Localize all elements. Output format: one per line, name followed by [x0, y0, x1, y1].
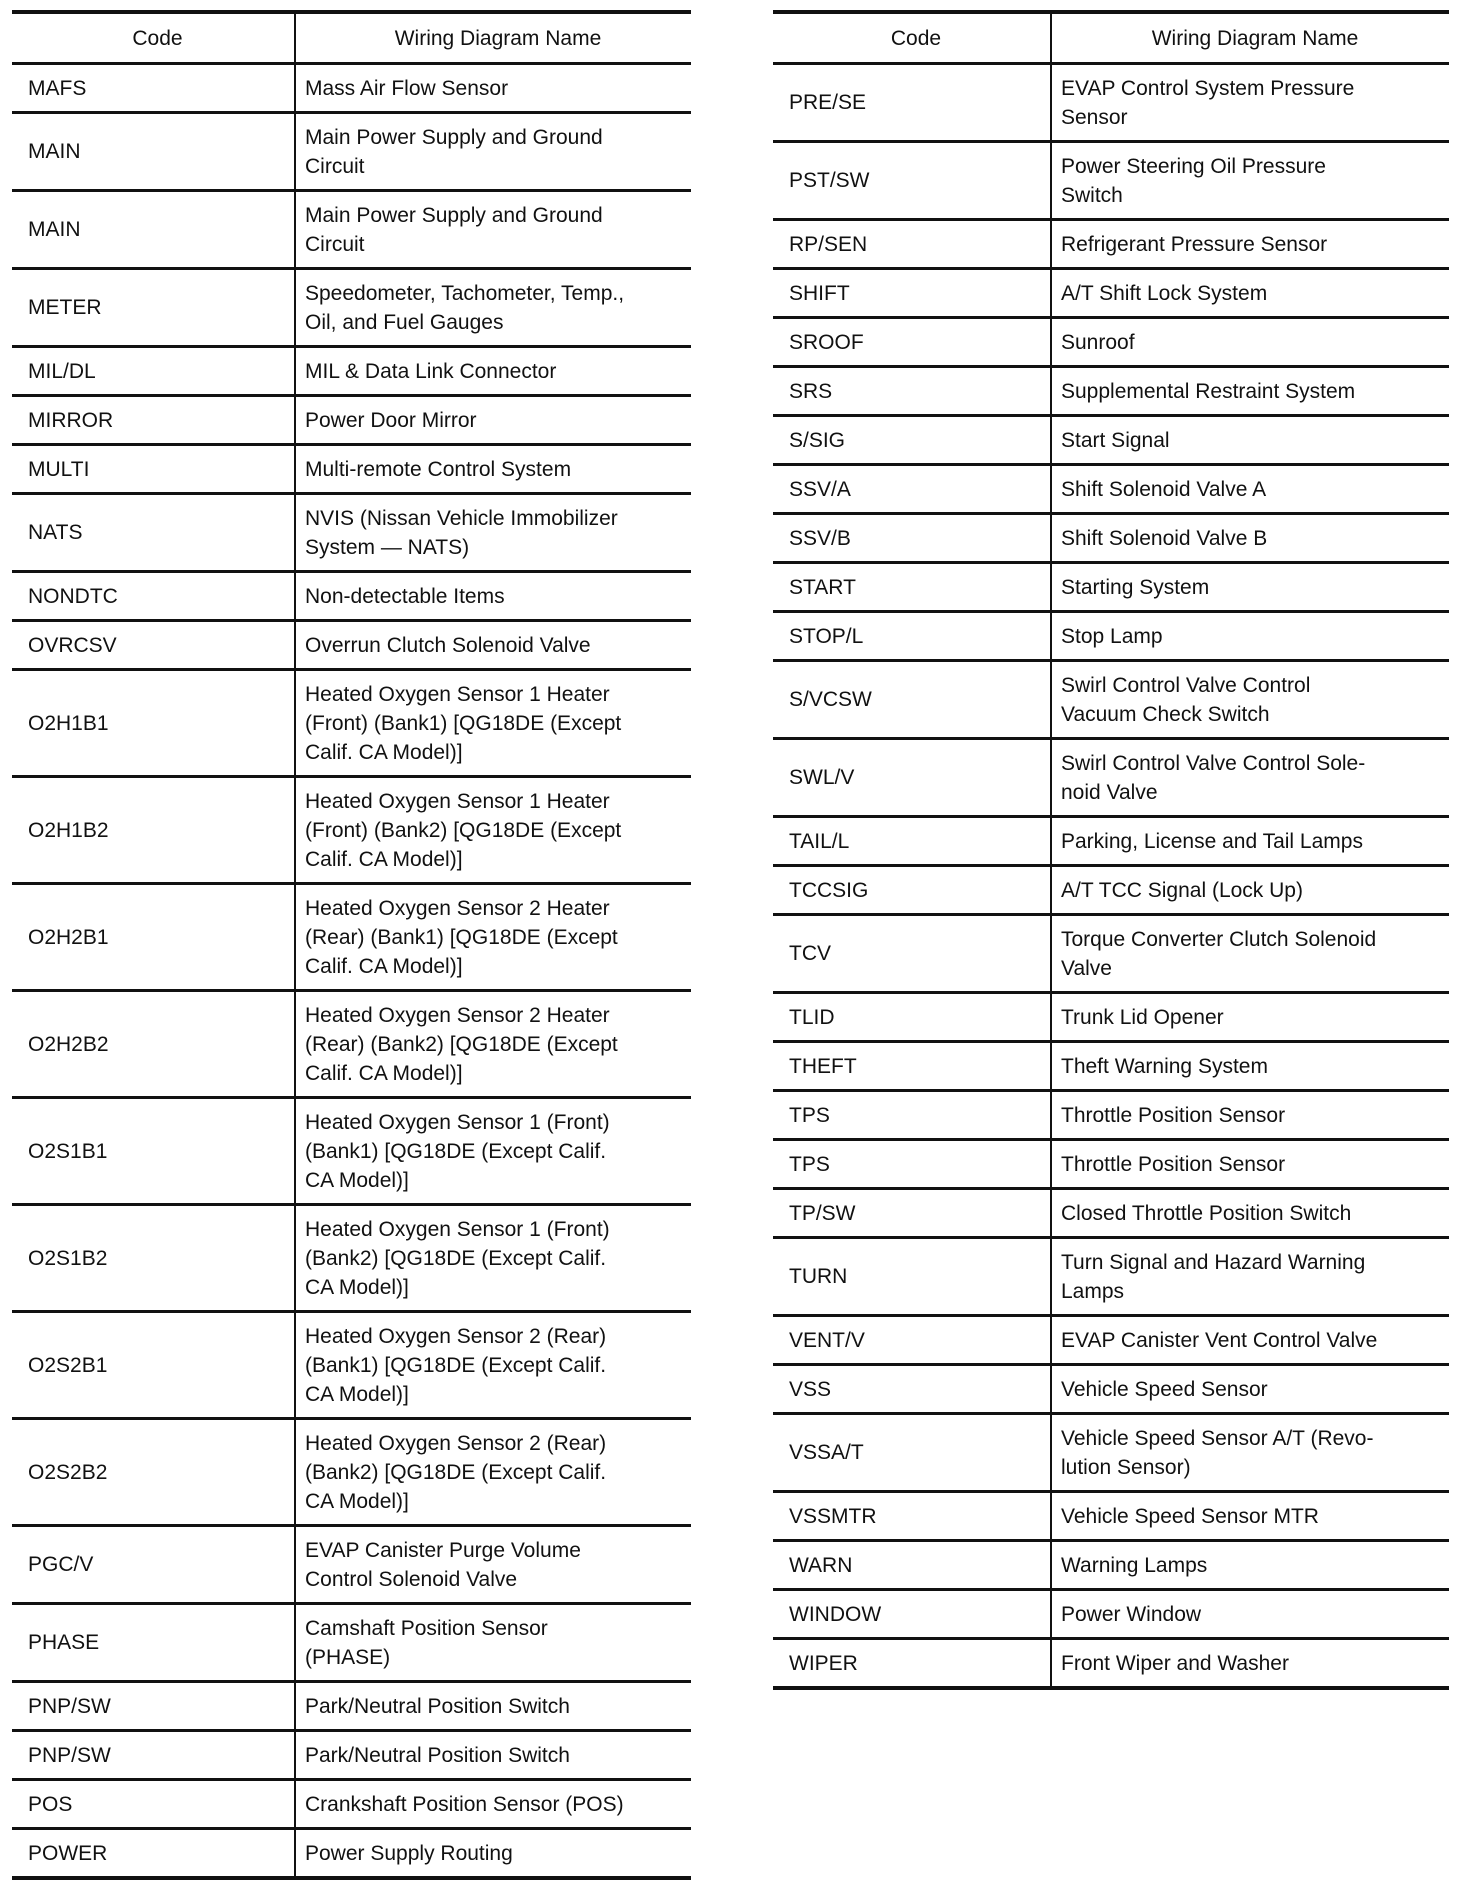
table-row — [773, 220, 1449, 269]
diagram-name-cell: Power Steering Oil Pressure Switch — [1051, 142, 1449, 220]
code-cell: THEFT — [773, 1042, 1051, 1091]
code-cell: PGC/V — [12, 1526, 295, 1604]
code-cell: O2H1B2 — [12, 777, 295, 884]
code-cell: S/VCSW — [773, 661, 1051, 739]
code-cell: PHASE — [12, 1604, 295, 1682]
diagram-name-cell: EVAP Control System Pressure Sensor — [1051, 64, 1449, 142]
table-row — [12, 1098, 691, 1205]
diagram-name-cell: Front Wiper and Washer — [1051, 1639, 1449, 1689]
diagram-name-cell: Mass Air Flow Sensor — [295, 64, 691, 113]
code-cell: TLID — [773, 993, 1051, 1042]
table-row — [773, 1238, 1449, 1316]
diagram-name-cell: Vehicle Speed Sensor A/T (Revo- lution Sensor) — [1051, 1414, 1449, 1492]
table-row — [773, 993, 1449, 1042]
diagram-name-cell: Shift Solenoid Valve B — [1051, 514, 1449, 563]
code-cell: S/SIG — [773, 416, 1051, 465]
diagram-name-cell: Start Signal — [1051, 416, 1449, 465]
diagram-name-cell: Closed Throttle Position Switch — [1051, 1189, 1449, 1238]
diagram-name-cell: Starting System — [1051, 563, 1449, 612]
code-cell: NATS — [12, 494, 295, 572]
table-row — [773, 1316, 1449, 1365]
diagram-name-cell: Warning Lamps — [1051, 1541, 1449, 1590]
diagram-name-cell: Power Door Mirror — [295, 396, 691, 445]
code-cell: TPS — [773, 1091, 1051, 1140]
code-cell: START — [773, 563, 1051, 612]
diagram-name-cell: Park/Neutral Position Switch — [295, 1731, 691, 1780]
name-header: Wiring Diagram Name — [295, 12, 691, 64]
code-cell: RP/SEN — [773, 220, 1051, 269]
diagram-name-cell: Heated Oxygen Sensor 1 Heater (Front) (Bank1) [QG18DE (Except Calif. CA Model)] — [295, 670, 691, 777]
wiring-code-table-left — [12, 10, 691, 1880]
code-cell: O2S1B2 — [12, 1205, 295, 1312]
diagram-name-cell: Turn Signal and Hazard Warning Lamps — [1051, 1238, 1449, 1316]
table-row — [773, 1365, 1449, 1414]
name-header: Wiring Diagram Name — [1051, 12, 1449, 64]
table-row — [12, 347, 691, 396]
table-row — [773, 514, 1449, 563]
diagram-name-cell: Trunk Lid Opener — [1051, 993, 1449, 1042]
table-row — [12, 64, 691, 113]
code-cell: MULTI — [12, 445, 295, 494]
table-row — [12, 1526, 691, 1604]
diagram-name-cell: Theft Warning System — [1051, 1042, 1449, 1091]
diagram-name-cell: Main Power Supply and Ground Circuit — [295, 113, 691, 191]
code-cell: O2H1B1 — [12, 670, 295, 777]
table-row — [773, 1414, 1449, 1492]
table-row — [773, 866, 1449, 915]
table-row — [773, 367, 1449, 416]
code-cell: MAIN — [12, 113, 295, 191]
code-cell: O2S2B1 — [12, 1312, 295, 1419]
diagram-name-cell: Heated Oxygen Sensor 2 Heater (Rear) (Bank2) [QG18DE (Except Calif. CA Model)] — [295, 991, 691, 1098]
table-row — [12, 572, 691, 621]
table-row — [12, 191, 691, 269]
diagram-name-cell: Heated Oxygen Sensor 1 Heater (Front) (Bank2) [QG18DE (Except Calif. CA Model)] — [295, 777, 691, 884]
code-cell: STOP/L — [773, 612, 1051, 661]
code-cell: O2H2B1 — [12, 884, 295, 991]
code-cell: PRE/SE — [773, 64, 1051, 142]
table-row — [12, 1205, 691, 1312]
table-row — [12, 1604, 691, 1682]
code-cell: MAIN — [12, 191, 295, 269]
table-row — [773, 1639, 1449, 1689]
code-cell: SSV/B — [773, 514, 1051, 563]
code-cell: TPS — [773, 1140, 1051, 1189]
diagram-name-cell: Overrun Clutch Solenoid Valve — [295, 621, 691, 670]
table-row — [12, 494, 691, 572]
table-row — [773, 563, 1449, 612]
table-row — [773, 1091, 1449, 1140]
code-cell: OVRCSV — [12, 621, 295, 670]
header-row — [773, 12, 1449, 64]
diagram-name-cell: Shift Solenoid Valve A — [1051, 465, 1449, 514]
table-row — [773, 1541, 1449, 1590]
code-cell: SRS — [773, 367, 1051, 416]
diagram-name-cell: Sunroof — [1051, 318, 1449, 367]
code-cell: SWL/V — [773, 739, 1051, 817]
diagram-name-cell: Non-detectable Items — [295, 572, 691, 621]
table-row — [773, 915, 1449, 993]
code-cell: MAFS — [12, 64, 295, 113]
code-cell: PNP/SW — [12, 1682, 295, 1731]
diagram-name-cell: Vehicle Speed Sensor — [1051, 1365, 1449, 1414]
table-row — [773, 1189, 1449, 1238]
table-row — [12, 396, 691, 445]
table-row — [773, 739, 1449, 817]
code-cell: POS — [12, 1780, 295, 1829]
code-cell: MIRROR — [12, 396, 295, 445]
diagram-name-cell: EVAP Canister Vent Control Valve — [1051, 1316, 1449, 1365]
table-row — [12, 1829, 691, 1879]
diagram-name-cell: Swirl Control Valve Control Sole- noid Valve — [1051, 739, 1449, 817]
diagram-name-cell: Heated Oxygen Sensor 2 Heater (Rear) (Bank1) [QG18DE (Except Calif. CA Model)] — [295, 884, 691, 991]
diagram-name-cell: NVIS (Nissan Vehicle Immobilizer System — NATS) — [295, 494, 691, 572]
header-row — [12, 12, 691, 64]
diagram-name-cell: Heated Oxygen Sensor 1 (Front) (Bank2) [QG18DE (Except Calif. CA Model)] — [295, 1205, 691, 1312]
diagram-name-cell: A/T TCC Signal (Lock Up) — [1051, 866, 1449, 915]
code-cell: NONDTC — [12, 572, 295, 621]
diagram-name-cell: Park/Neutral Position Switch — [295, 1682, 691, 1731]
table-row — [773, 1590, 1449, 1639]
code-cell: POWER — [12, 1829, 295, 1879]
table-row — [12, 991, 691, 1098]
diagram-name-cell: Throttle Position Sensor — [1051, 1140, 1449, 1189]
diagram-name-cell: Vehicle Speed Sensor MTR — [1051, 1492, 1449, 1541]
code-cell: TCCSIG — [773, 866, 1051, 915]
table-row — [773, 817, 1449, 866]
table-row — [12, 1731, 691, 1780]
code-cell: O2H2B2 — [12, 991, 295, 1098]
table-row — [12, 1682, 691, 1731]
diagram-name-cell: Torque Converter Clutch Solenoid Valve — [1051, 915, 1449, 993]
diagram-name-cell: Parking, License and Tail Lamps — [1051, 817, 1449, 866]
diagram-name-cell: Speedometer, Tachometer, Temp., Oil, and Fuel Gauges — [295, 269, 691, 347]
code-cell: VSSA/T — [773, 1414, 1051, 1492]
diagram-name-cell: Refrigerant Pressure Sensor — [1051, 220, 1449, 269]
table-row — [12, 1419, 691, 1526]
table-row — [773, 465, 1449, 514]
table-row — [773, 269, 1449, 318]
code-cell: VSS — [773, 1365, 1051, 1414]
table-row — [12, 621, 691, 670]
table-row — [773, 1042, 1449, 1091]
code-cell: MIL/DL — [12, 347, 295, 396]
diagram-name-cell: Power Supply Routing — [295, 1829, 691, 1879]
table-row — [773, 612, 1449, 661]
code-cell: VSSMTR — [773, 1492, 1051, 1541]
table-row — [773, 142, 1449, 220]
diagram-name-cell: Stop Lamp — [1051, 612, 1449, 661]
diagram-name-cell: Heated Oxygen Sensor 1 (Front) (Bank1) [QG18DE (Except Calif. CA Model)] — [295, 1098, 691, 1205]
table-row — [773, 661, 1449, 739]
diagram-name-cell: A/T Shift Lock System — [1051, 269, 1449, 318]
code-cell: TP/SW — [773, 1189, 1051, 1238]
diagram-name-cell: MIL & Data Link Connector — [295, 347, 691, 396]
code-cell: SROOF — [773, 318, 1051, 367]
diagram-name-cell: Supplemental Restraint System — [1051, 367, 1449, 416]
table-row — [12, 1780, 691, 1829]
diagram-name-cell: Crankshaft Position Sensor (POS) — [295, 1780, 691, 1829]
code-header: Code — [12, 12, 295, 64]
diagram-name-cell: Swirl Control Valve Control Vacuum Check Switch — [1051, 661, 1449, 739]
table-row — [773, 416, 1449, 465]
diagram-name-cell: Power Window — [1051, 1590, 1449, 1639]
table-row — [12, 113, 691, 191]
code-cell: WINDOW — [773, 1590, 1051, 1639]
table-row — [12, 269, 691, 347]
wiring-code-table-right — [773, 10, 1449, 1690]
code-cell: PST/SW — [773, 142, 1051, 220]
table-row — [773, 1492, 1449, 1541]
code-header: Code — [773, 12, 1051, 64]
code-cell: SHIFT — [773, 269, 1051, 318]
code-cell: O2S2B2 — [12, 1419, 295, 1526]
diagram-name-cell: Heated Oxygen Sensor 2 (Rear) (Bank2) [QG18DE (Except Calif. CA Model)] — [295, 1419, 691, 1526]
code-cell: SSV/A — [773, 465, 1051, 514]
diagram-name-cell: Multi-remote Control System — [295, 445, 691, 494]
diagram-name-cell: Camshaft Position Sensor (PHASE) — [295, 1604, 691, 1682]
code-cell: O2S1B1 — [12, 1098, 295, 1205]
diagram-name-cell: EVAP Canister Purge Volume Control Solenoid Valve — [295, 1526, 691, 1604]
table-row — [12, 1312, 691, 1419]
table-row — [773, 64, 1449, 142]
diagram-name-cell: Throttle Position Sensor — [1051, 1091, 1449, 1140]
code-cell: WIPER — [773, 1639, 1051, 1689]
code-cell: METER — [12, 269, 295, 347]
code-cell: WARN — [773, 1541, 1051, 1590]
table-row — [773, 318, 1449, 367]
table-row — [12, 884, 691, 991]
code-cell: TURN — [773, 1238, 1051, 1316]
code-cell: TAIL/L — [773, 817, 1051, 866]
diagram-name-cell: Main Power Supply and Ground Circuit — [295, 191, 691, 269]
table-row — [12, 670, 691, 777]
table-row — [773, 1140, 1449, 1189]
table-row — [12, 777, 691, 884]
code-cell: TCV — [773, 915, 1051, 993]
diagram-name-cell: Heated Oxygen Sensor 2 (Rear) (Bank1) [QG18DE (Except Calif. CA Model)] — [295, 1312, 691, 1419]
table-row — [12, 445, 691, 494]
code-cell: PNP/SW — [12, 1731, 295, 1780]
code-cell: VENT/V — [773, 1316, 1051, 1365]
